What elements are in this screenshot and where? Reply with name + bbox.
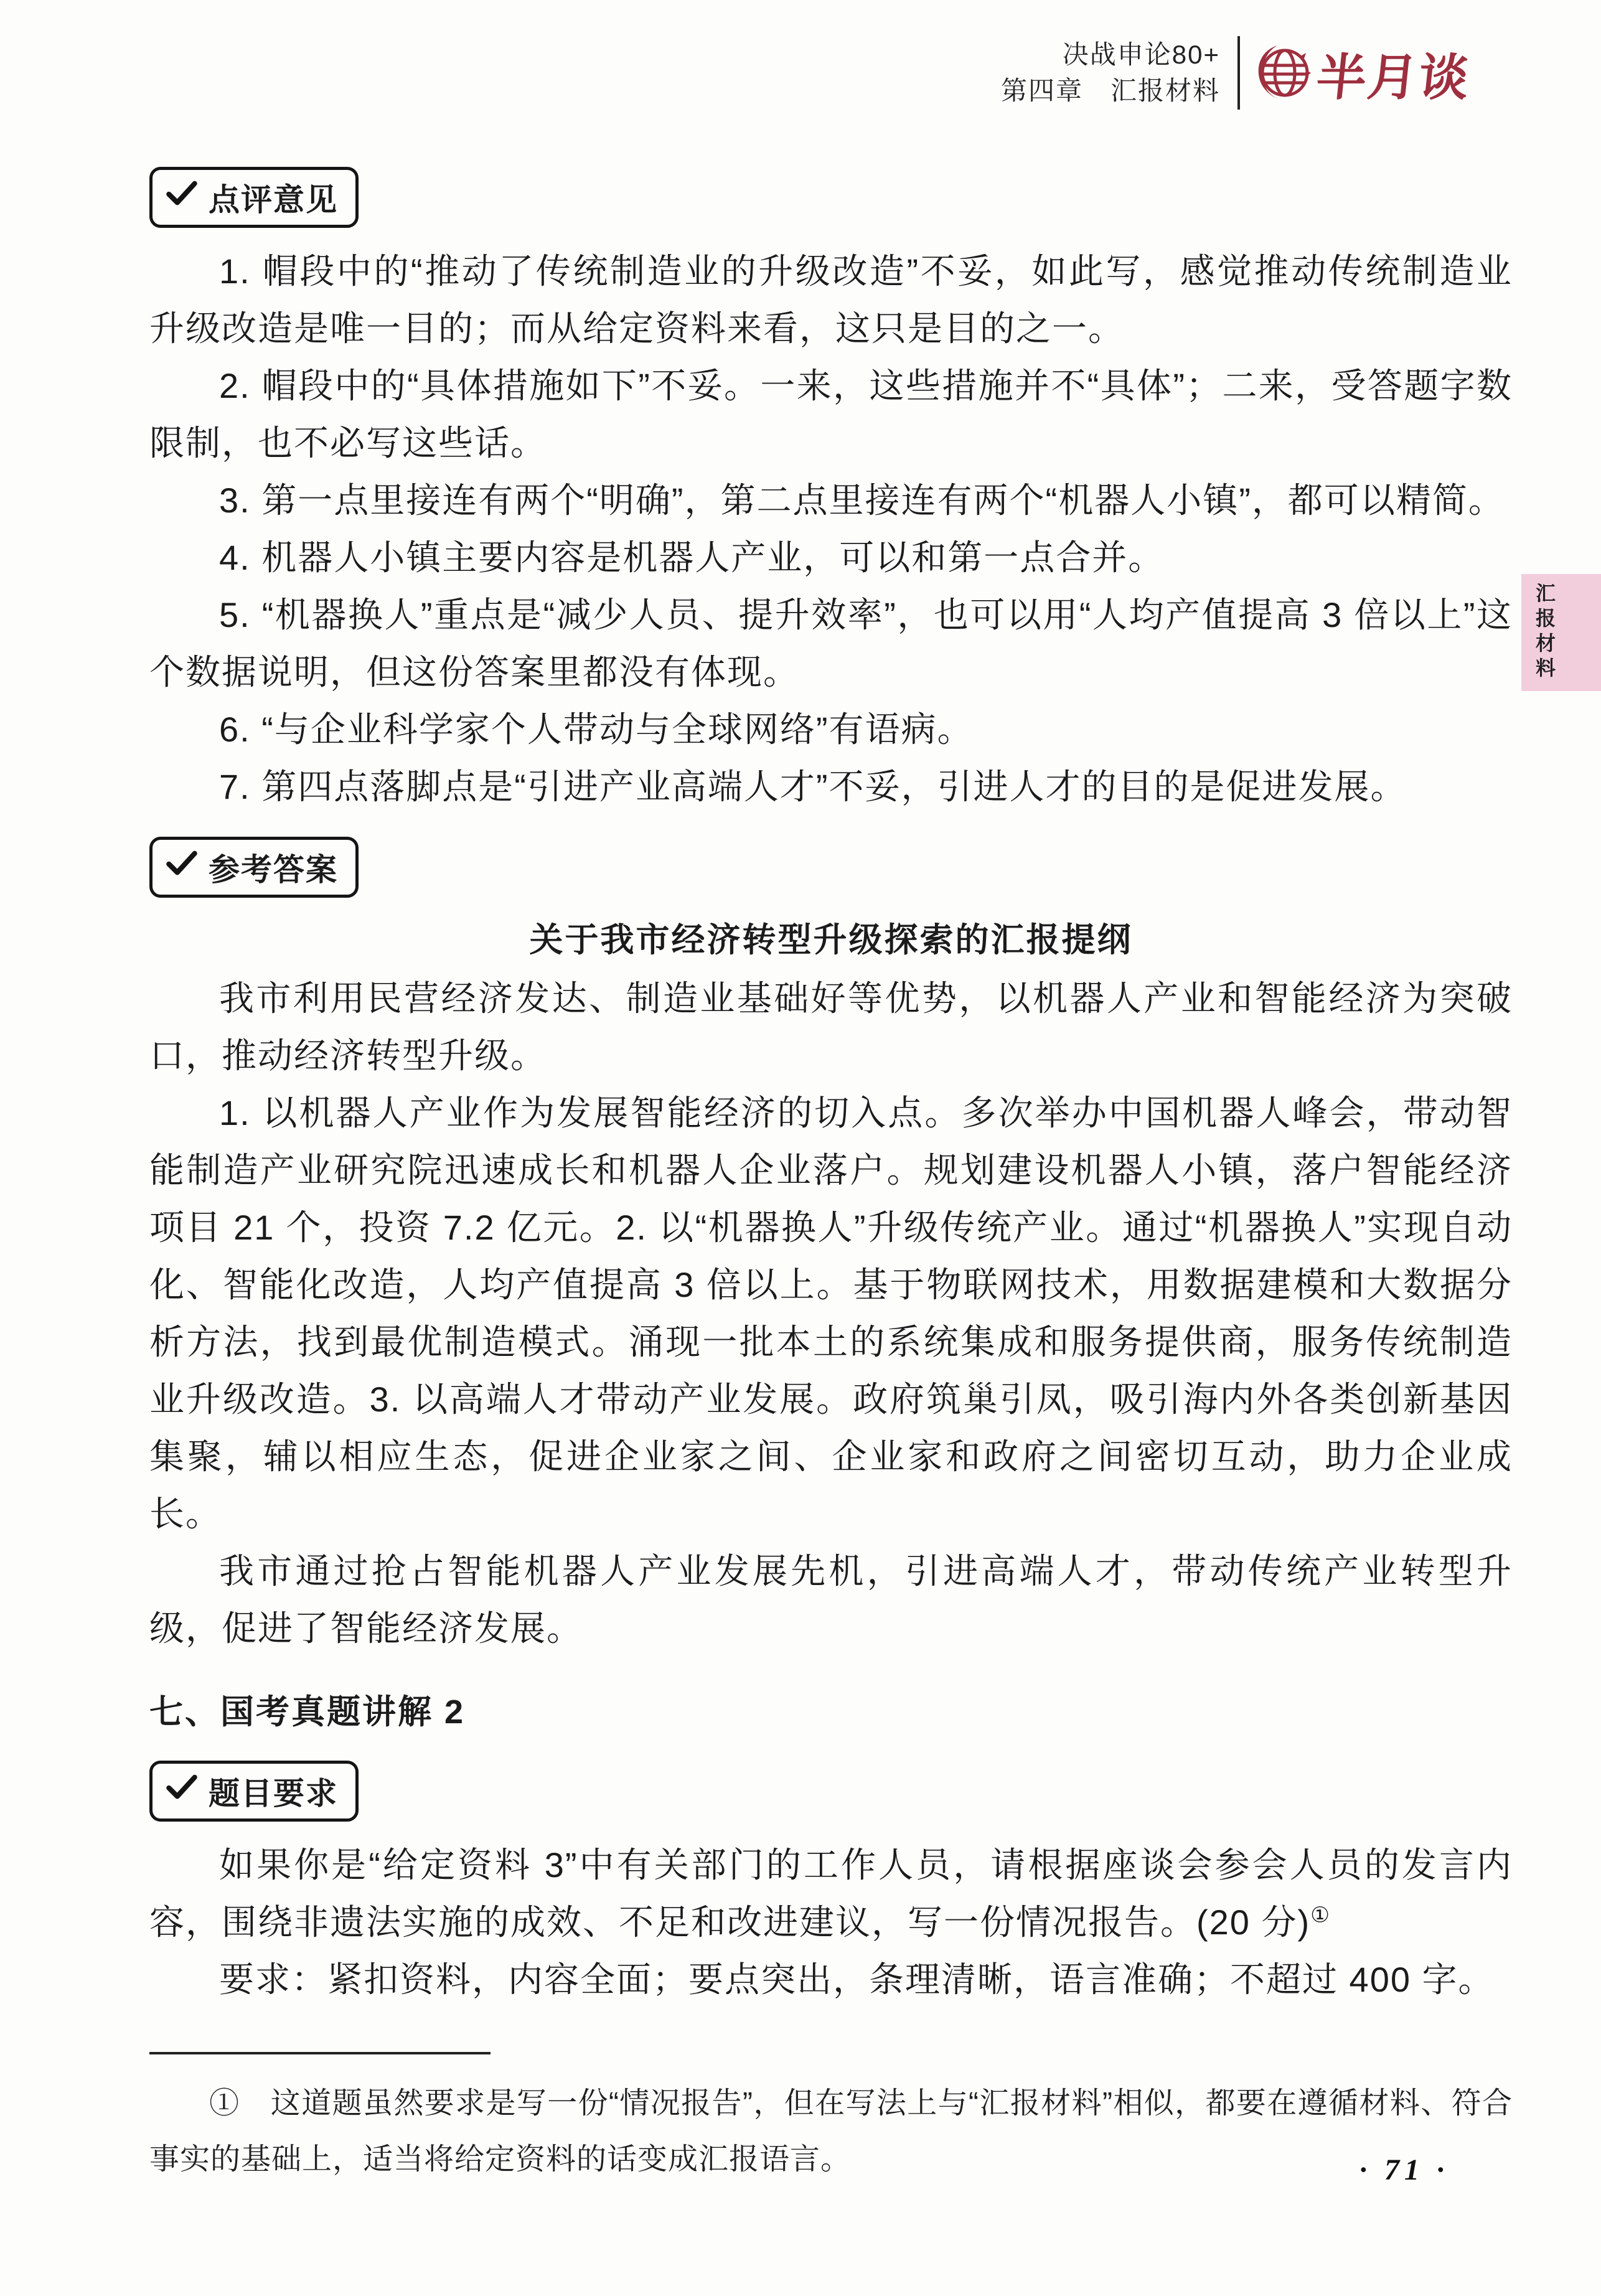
chapter-title: 第四章 汇报材料 — [1000, 76, 1220, 105]
badge-label: 题目要求 — [209, 1776, 338, 1811]
footnote — [149, 2076, 1513, 2188]
main-content — [149, 0, 1513, 2188]
reference-answer-badge — [149, 837, 359, 898]
review-item: 3. 第一点里接连有两个“明确”，第二点里接连有两个“机器人小镇”，都可以精简。 — [219, 481, 1505, 520]
lecture-heading: 七、国考真题讲解 2 — [149, 1693, 466, 1731]
badge-label: 点评意见 — [209, 182, 338, 217]
checkmark-icon — [165, 849, 199, 885]
footnote-marker: ① — [209, 2087, 240, 2120]
footnote-divider — [149, 2052, 491, 2054]
series-title: 决战申论80+ — [1062, 40, 1220, 69]
footnote-reference: ① — [1310, 1903, 1331, 1927]
review-item: 5. “机器换人”重点是“减少人员、提升效率”，也可以用“人均产值提高 3 倍以上”这个数据说明，但这份答案里都没有体现。 — [149, 595, 1513, 692]
checkmark-icon — [165, 179, 199, 215]
question-requirements-badge — [149, 1761, 359, 1822]
review-comments-badge — [149, 167, 359, 228]
checkmark-icon — [165, 1773, 199, 1809]
answer-title: 关于我市经济转型升级探索的汇报提纲 — [529, 921, 1133, 959]
review-item: 6. “与企业科学家个人带动与全球网络”有语病。 — [219, 710, 974, 749]
review-item: 4. 机器人小镇主要内容是机器人产业，可以和第一点合并。 — [219, 538, 1165, 577]
badge-label: 参考答案 — [209, 852, 338, 887]
answer-paragraph: 我市通过抢占智能机器人产业发展先机，引进高端人才，带动传统产业转型升级，促进了智能经济发展。 — [149, 1551, 1513, 1648]
answer-paragraph: 1. 以机器人产业作为发展智能经济的切入点。多次举办中国机器人峰会，带动智能制造产业研究院迅速成长和机器人企业落户。规划建设机器人小镇，落户智能经济项目 21 个，投资 7.2 亿元。2. 以“机器换人”升级传统产业。通过“机器换人”实现自动化、智能化改造，人均产值提高 3 倍以上。基于物联网技术，用数据建模和大数据分析方法，找到最优制造模式。涌现一批本土的系统集成和服务提供商，服务传统制造业升级改造。3. 以高端人才带动产业发展。政府筑巢引凤，吸引海内外各类创新基因集聚，辅以相应生态，促进企业家之间、企业家和政府之间密切互动，助力企业成长。 — [149, 1093, 1513, 1533]
side-tab-label: 汇报材料 — [1533, 583, 1556, 682]
logo-text: 半月谈 — [1313, 49, 1473, 105]
footnote-text: 这道题虽然要求是写一份“情况报告”，但在写法上与“汇报材料”相似，都要在遵循材料、符合事实的基础上，适当将给定资料的话变成汇报语言。 — [149, 2087, 1513, 2176]
review-item: 2. 帽段中的“具体措施如下”不妥。一来，这些措施并不“具体”；二来，受答题字数限制，也不必写这些话。 — [149, 366, 1513, 463]
question-text: 如果你是“给定资料 3”中有关部门的工作人员，请根据座谈会参会人员的发言内容，围绕非遗法实施的成效、不足和改进建议，写一份情况报告。(20 分) — [149, 1845, 1513, 1942]
page-number: · 71 · — [1359, 2153, 1449, 2186]
chapter-side-tab — [1521, 574, 1601, 691]
review-item: 7. 第四点落脚点是“引进产业高端人才”不妥，引进人才的目的是促进发展。 — [219, 767, 1407, 806]
requirements-paragraph: 要求：紧扣资料，内容全面；要点突出，条理清晰，语言准确；不超过 400 字。 — [219, 1960, 1495, 1999]
review-item: 1. 帽段中的“推动了传统制造业的升级改造”不妥，如此写，感觉推动传统制造业升级改造是唯一目的；而从给定资料来看，这只是目的之一。 — [149, 252, 1513, 348]
answer-paragraph: 我市利用民营经济发达、制造业基础好等优势，以机器人产业和智能经济为突破口，推动经济转型升级。 — [149, 979, 1513, 1075]
question-paragraph — [149, 1837, 1513, 1951]
